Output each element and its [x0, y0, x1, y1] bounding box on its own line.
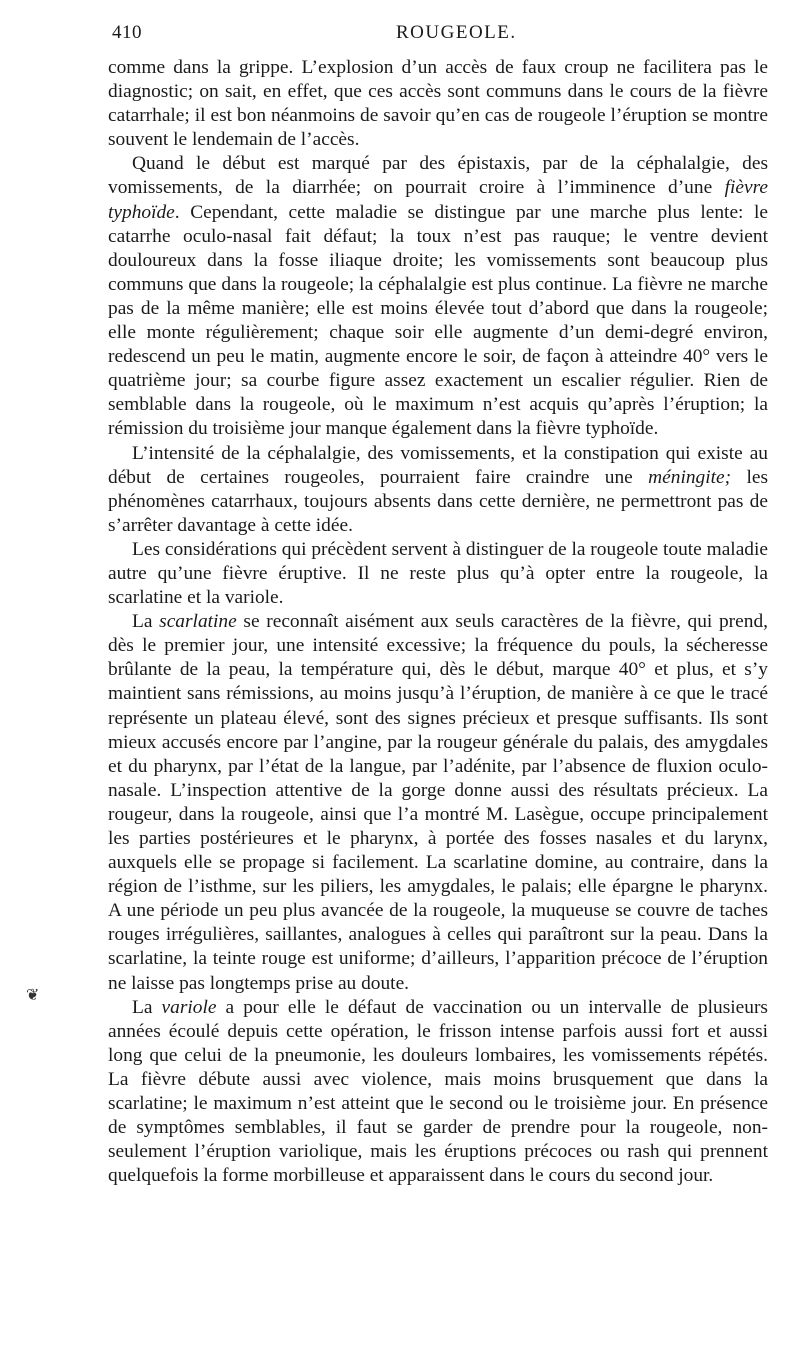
text-run: . Cependant, cette maladie se distingue par une marche plus lente: le catarrhe oculo-nasal fait défaut; la toux n’est pas rauque; le ventre devient douloureux dans la fosse iliaque droite; les vomissements sont beaucoup plus communs que dans la rougeole; la céphalalgie est plus continue. La fièvre ne marche pas de la même manière; elle est moins élevée tout d’abord que dans la rougeole; elle monte régulièrement; chaque soir elle augmente d’un demi-degré environ, redescend un peu le matin, augmente encore le soir, de façon à atteindre 40° vers le quatrième jour; sa courbe figure assez exactement un escalier régulier. Rien de semblable dans la rougeole, où le maximum n’est acquis qu’après l’éruption; la rémission du troisième jour manque également dans la fièvre typhoïde. — [108, 201, 768, 440]
paragraph — [108, 442, 768, 538]
text-run: se reconnaît aisément aux seuls caractères de la fièvre, qui prend, dès le premier jour, une intensité excessive; la fréquence du pouls, la sécheresse brûlante de la peau, la température qui, dès le début, marque 40° et plus, et s’y maintient sans rémissions, au moins jusqu’à l’éruption, de manière à ce que le tracé représente un plateau élevé, sont des signes précieux et presque suffisants. Ils sont mieux accusés encore par l’angine, par la rougeur générale du palais, des amygdales et du pharynx, par l’état de la langue, par l’adénite, par l’absence de fluxion oculo-nasale. L’inspection attentive de la gorge donne aussi des résultats précieux. La rougeur, dans la rougeole, ainsi que l’a montré M. Lasègue, occupe principalement les parties postérieures et le pharynx, à portée des fosses nasales et du larynx, auxquels elle se propage si facilement. La scarlatine domine, au contraire, dans la région de l’isthme, sur les piliers, les amygdales, le palais; elle épargne le pharynx. A une période un peu plus avancée de la rougeole, la muqueuse se couvre de taches rouges irrégulières, saillantes, analogues à celles qui paraîtront sur la peau. Dans la scarlatine, la teinte rouge est uniforme; d’ailleurs, l’apparition précoce de l’éruption ne laisse pas longtemps prise au doute. — [108, 611, 768, 994]
book-page — [108, 22, 768, 1188]
text-run: les phénomènes catarrhaux, toujours absents dans cette dernière, ne permettront pas de s’arrêter davantage à cette idée. — [108, 466, 768, 536]
paragraph — [108, 610, 768, 996]
italic-term: variole — [161, 996, 217, 1018]
italic-term: scarlatine — [159, 611, 237, 633]
text-run: comme dans la grippe. L’explosion d’un accès de faux croup ne facilitera pas le diagnostic; on sait, en effet, que ces accès sont communs dans le cours de la fièvre catarrhale; il est bon néanmoins de savoir qu’en cas de rougeole l’éruption se montre souvent le lendemain de l’accès. — [108, 57, 768, 151]
paragraph — [108, 996, 768, 1189]
margin-mark: ❦ — [26, 987, 40, 1004]
page-number: 410 — [112, 22, 142, 43]
text-run: Quand le début est marqué par des épistaxis, par de la céphalalgie, des vomissements, de la diarrhée; on pourrait croire à l’imminence d’une — [108, 153, 768, 199]
italic-term: méningite; — [648, 466, 732, 488]
text-run: La — [132, 996, 162, 1018]
paragraph — [108, 152, 768, 441]
italic-term: fièvre typhoïde — [108, 177, 768, 223]
text-run: La — [132, 611, 160, 633]
text-run: L’intensité de la céphalalgie, des vomissements, et la constipation qui existe au début de certaines rougeoles, pourraient faire craindre une — [108, 442, 768, 488]
text-run: Les considérations qui précèdent servent à distinguer de la rougeole toute maladie autre qu’une fièvre éruptive. Il ne reste plus qu’à opter entre la rougeole, la scarlatine et la variole. — [108, 538, 768, 609]
paragraph — [108, 538, 768, 610]
paragraph — [108, 56, 768, 152]
running-head — [108, 22, 768, 56]
running-title: ROUGEOLE. — [396, 22, 517, 43]
body-text — [108, 56, 768, 1188]
text-run: a pour elle le défaut de vaccination ou un intervalle de plusieurs années écoulé depuis cette opération, le frisson intense parfois aussi fort et aussi long que celui de la pneumonie, les douleurs lombaires, les vomissements répétés. La fièvre débute aussi avec violence, mais moins brusquement que dans la scarlatine; le maximum n’est atteint que le second ou le troisième jour. En présence de symptômes semblables, il faut se garder de prendre pour la rougeole, non-seulement l’éruption variolique, mais les éruptions précoces ou rash qui prennent quelquefois la forme morbilleuse et apparaissent dans le cours du second jour. — [108, 996, 768, 1187]
